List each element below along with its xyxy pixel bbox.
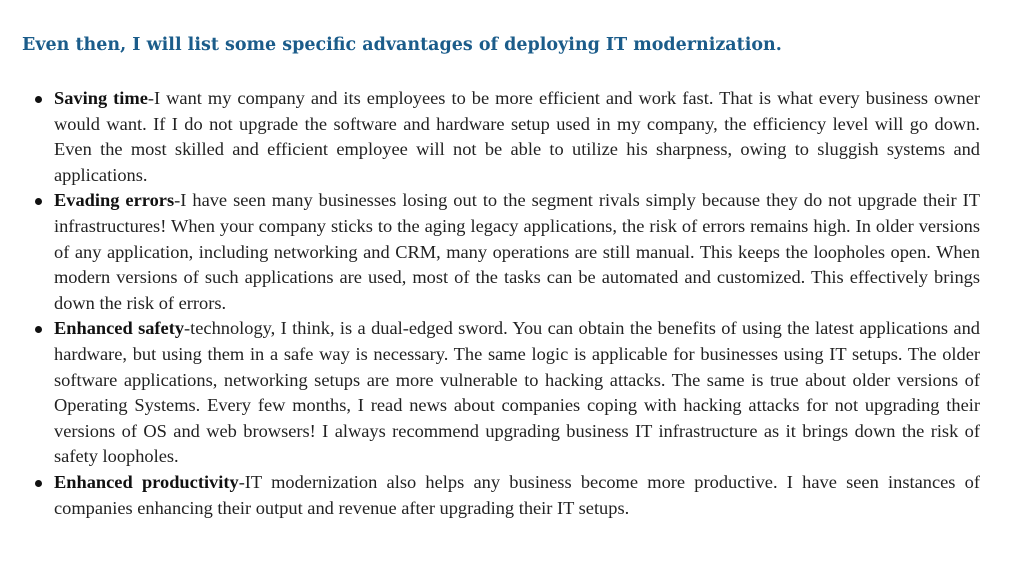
item-text: -technology, I think, is a dual-edged sword. You can obtain the benefits of using the latest applications and hardware, but using them in a safe way is necessary. The same logic is applicable for businesses using IT setups. The older software applications, networking setups are more vulnerable to hacking attacks. The same is true about older versions of Operating Systems. Every few months, I read news about companies coping with hacking attacks for not upgrading their versions of OS and web browsers! I always recommend upgrading business IT infrastructure as it brings down the risk of safety loopholes.	[54, 318, 980, 467]
item-term: Saving time	[54, 88, 148, 108]
item-term: Evading errors	[54, 190, 175, 211]
list-item-evading-errors	[54, 188, 980, 316]
item-text: -I have seen many businesses losing out to the segment rivals simply because they do not upgrade their IT infrastructures! When your company sticks to the aging legacy applications, the risk of errors remains high. In older versions of any application, including networking and CRM, many operations are still manual. This keeps the loopholes open. When modern versions of such applications are used, most of the tasks can be automated and customized. This effectively brings down the risk of errors.	[54, 190, 980, 313]
list-item-saving-time	[54, 86, 980, 188]
bullet-icon	[35, 96, 42, 103]
page-heading: Even then, I will list some specific advantages of deploying IT modernization.	[22, 35, 782, 55]
bullet-icon	[35, 198, 42, 205]
bullet-icon	[35, 326, 42, 333]
list-item-enhanced-safety	[54, 316, 980, 470]
advantages-list	[54, 86, 980, 521]
item-text: -IT modernization also helps any business become more productive. I have seen instances of companies enhancing their output and revenue after upgrading their IT setups.	[54, 471, 981, 518]
list-item-enhanced-productivity	[54, 470, 980, 521]
bullet-icon	[35, 480, 42, 487]
item-text: -I want my company and its employees to be more efficient and work fast. That is what every business owner would want. If I do not upgrade the software and hardware setup used in my company, the efficiency level will go down. Even the most skilled and efficient employee will not be able to utilize his sharpness, owing to sluggish systems and applications.	[54, 88, 981, 185]
item-term: Enhanced productivity	[54, 471, 239, 492]
item-term: Enhanced safety	[54, 318, 185, 339]
